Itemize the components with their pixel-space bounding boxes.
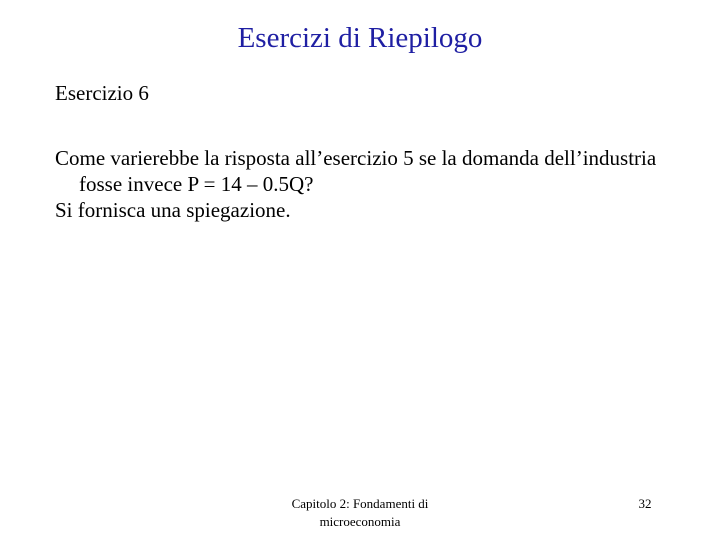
slide-title: Esercizi di Riepilogo	[237, 22, 483, 54]
instruction-paragraph: Si fornisca una spiegazione.	[55, 198, 291, 222]
footer-chapter: Capitolo 2: Fondamenti di microeconomia	[291, 496, 429, 529]
slide-body	[55, 145, 675, 223]
page-number: 32	[638, 496, 652, 511]
exercise-heading: Esercizio 6	[55, 81, 149, 105]
question-paragraph: Come varierebbe la risposta all’esercizio 5 se la domanda dell’industria fosse invece P = 14 – 0.5Q?	[55, 146, 657, 196]
